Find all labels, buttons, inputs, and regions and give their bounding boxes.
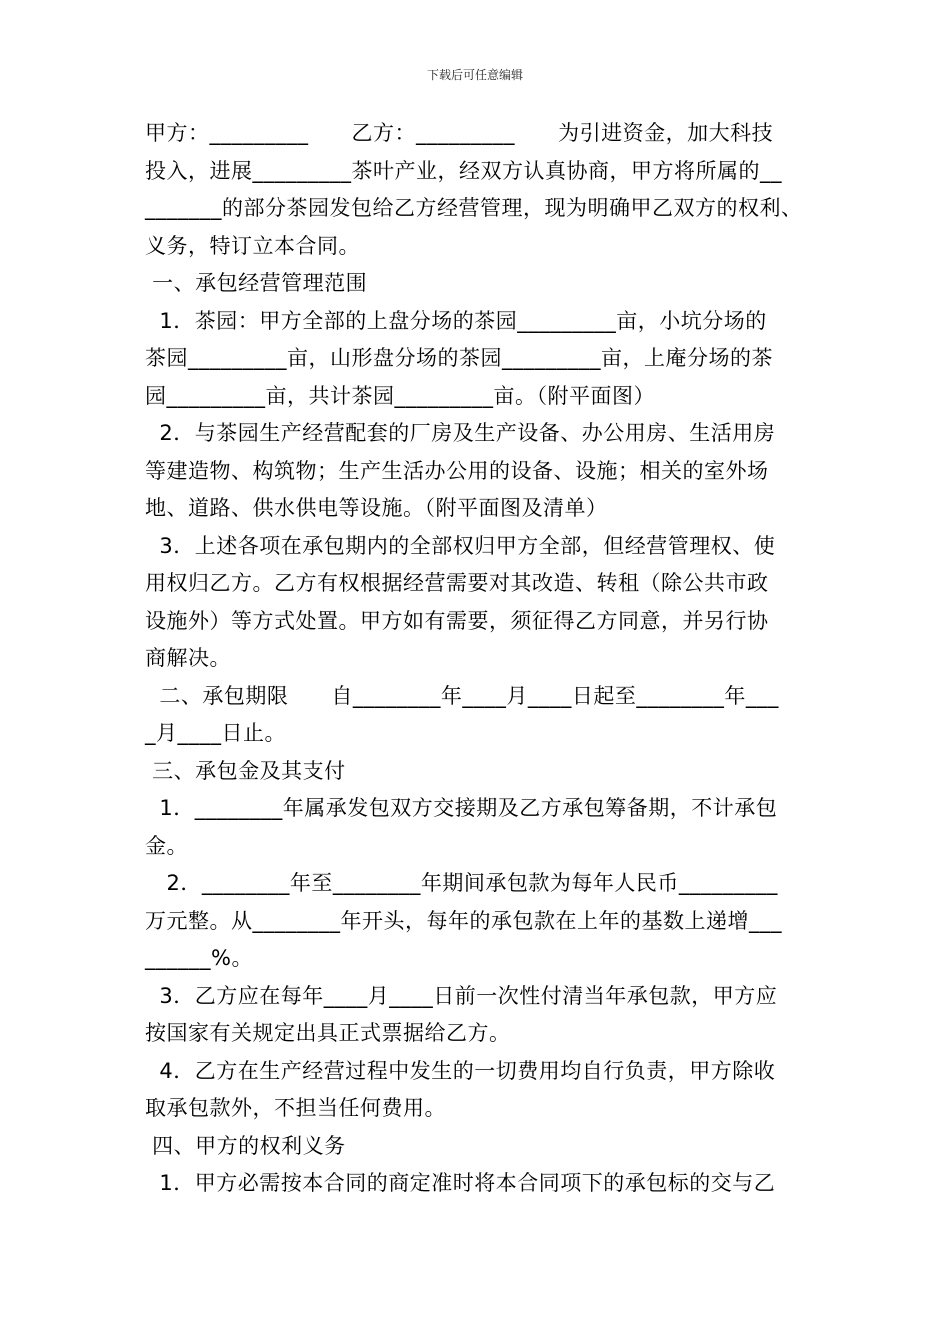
body-line: 园_________亩，共计茶园_________亩。（附平面图）	[145, 383, 655, 408]
body-line: 等建造物、构筑物；生产生活办公用的设备、设施；相关的室外场	[145, 458, 769, 483]
page-header: 下载后可任意编辑	[426, 68, 523, 82]
body-line: 商解决。	[145, 646, 231, 670]
body-line: 1．甲方必需按本合同的商定准时将本合同项下的承包标的交与乙	[145, 1171, 776, 1195]
document-body	[145, 115, 810, 1203]
body-line: 甲方：_________ 乙方：_________ 为引进资金，加大科技	[145, 121, 774, 145]
body-line: 3．乙方应在每年____月____日前一次性付清当年承包款，甲方应	[145, 983, 778, 1008]
body-line: 金。	[145, 833, 188, 858]
section-heading: 三、承包金及其支付	[145, 758, 346, 783]
body-line: 茶园_________亩，山形盘分场的茶园_________亩，上庵分场的茶	[145, 346, 773, 370]
body-line: 义务，特订立本合同。	[145, 233, 360, 258]
body-line: 2．________年至________年期间承包款为每年人民币_________	[145, 871, 778, 895]
body-line: 设施外）等方式处置。甲方如有需要，须征得乙方同意，并另行协	[145, 608, 769, 633]
body-line: 2．与茶园生产经营配套的厂房及生产设备、办公用房、生活用房	[145, 421, 776, 445]
body-line: 3．上述各项在承包期内的全部权归甲方全部，但经营管理权、使	[145, 533, 776, 558]
body-line: ______%。	[145, 946, 253, 970]
section-heading: 四、甲方的权利义务	[145, 1133, 346, 1158]
body-line: 地、道路、供水供电等设施。（附平面图及清单）	[145, 496, 608, 520]
body-line: 4．乙方在生产经营过程中发生的一切费用均自行负责，甲方除收	[145, 1058, 776, 1083]
body-line: 投入，进展_________茶叶产业，经双方认真协商，甲方将所属的__	[145, 158, 782, 183]
body-line: 1．________年属承发包双方交接期及乙方承包筹备期，不计承包	[145, 796, 778, 820]
body-line: 取承包款外，不担当任何费用。	[145, 1096, 446, 1120]
body-line: 万元整。从________年开头，每年的承包款在上年的基数上递增___	[145, 908, 782, 933]
body-line: _______的部分茶园发包给乙方经营管理，现为明确甲乙双方的权利、	[145, 196, 803, 220]
body-line: 1．茶园：甲方全部的上盘分场的茶园_________亩，小坑分场的	[145, 308, 767, 333]
body-line: 用权归乙方。乙方有权根据经营需要对其改造、转租（除公共市政	[145, 571, 769, 595]
section-heading: 二、承包期限 自________年____月____日起至________年___	[145, 683, 779, 708]
body-line: _月____日止。	[145, 721, 286, 745]
section-heading: 一、承包经营管理范围	[145, 271, 368, 295]
body-line: 按国家有关规定出具正式票据给乙方。	[145, 1021, 511, 1045]
